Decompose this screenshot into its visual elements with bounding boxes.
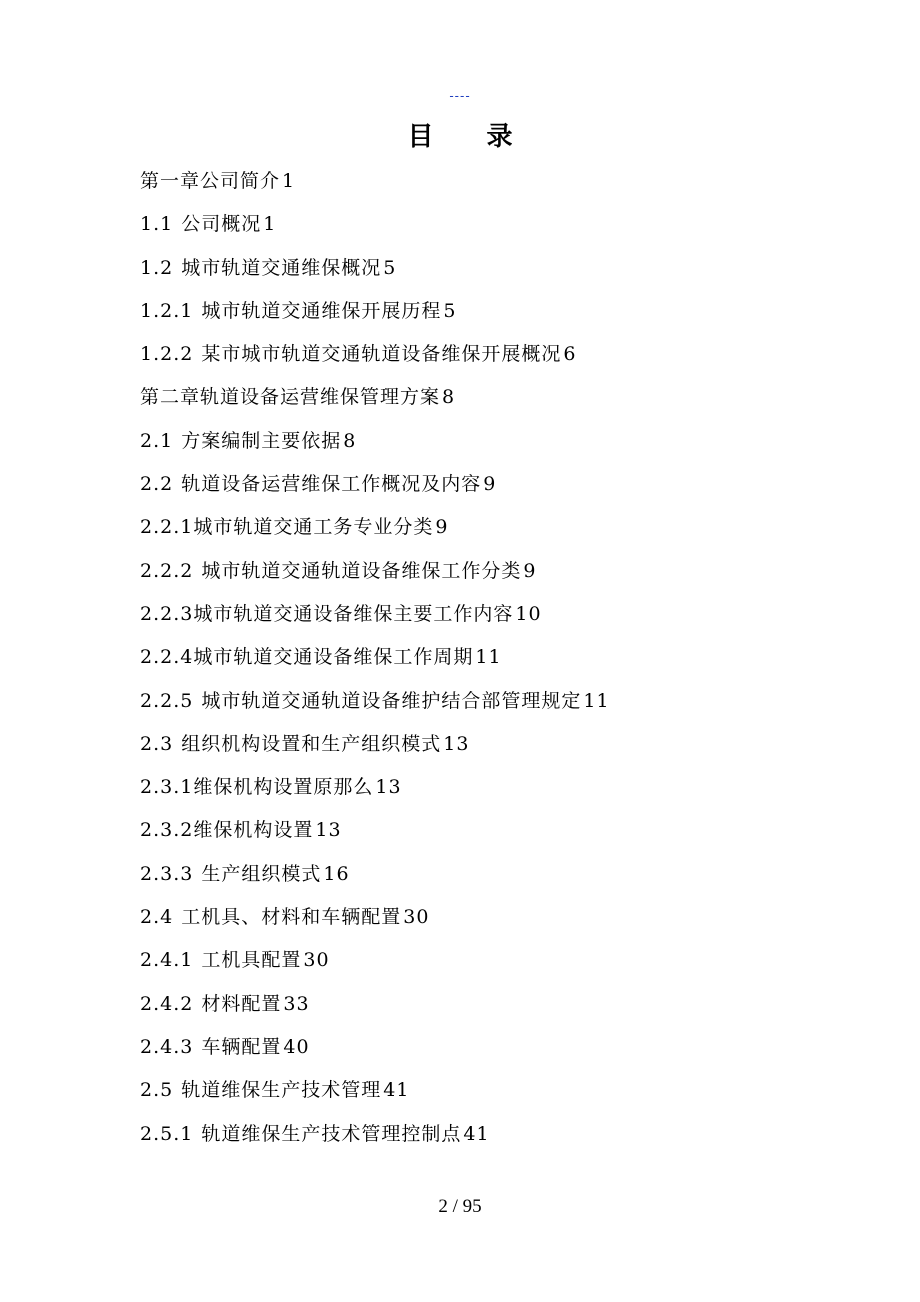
toc-entry-page: 1 bbox=[263, 213, 277, 236]
toc-entry-title: 工机具配置 bbox=[201, 949, 302, 972]
toc-entry[interactable] bbox=[140, 160, 610, 203]
toc-entry-number: 2.5.1 bbox=[140, 1122, 194, 1145]
toc-entry-page: 13 bbox=[315, 819, 342, 842]
toc-entry-number: 2.3.2 bbox=[140, 819, 194, 842]
toc-entry-page: 13 bbox=[443, 732, 470, 755]
toc-entry[interactable] bbox=[140, 247, 610, 290]
toc-entry-page: 8 bbox=[442, 386, 456, 409]
toc-entry-page: 6 bbox=[563, 343, 577, 366]
toc-entry[interactable] bbox=[140, 376, 610, 419]
toc-entry-page: 33 bbox=[283, 992, 310, 1015]
toc-entry-title: 城市轨道交通轨道设备维护结合部管理规定 bbox=[201, 689, 582, 712]
toc-entry-page: 5 bbox=[443, 299, 457, 322]
header-mark: ---- bbox=[449, 88, 471, 103]
toc-entry[interactable] bbox=[140, 203, 610, 246]
toc-entry-title: 组织机构设置和生产组织模式 bbox=[181, 732, 442, 755]
toc-entry-page: 1 bbox=[282, 170, 296, 192]
toc-entry[interactable] bbox=[140, 463, 610, 506]
toc-entry-number: 2.2.2 bbox=[140, 559, 194, 582]
toc-entry-title: 城市轨道交通设备维保主要工作内容 bbox=[193, 602, 514, 625]
toc-entry-page: 30 bbox=[303, 949, 330, 972]
toc-entry[interactable] bbox=[140, 1026, 610, 1069]
toc-entry[interactable] bbox=[140, 983, 610, 1026]
toc-entry-title: 城市轨道交通轨道设备维保工作分类 bbox=[201, 559, 522, 582]
toc-entry-title: 轨道设备运营维保工作概况及内容 bbox=[181, 473, 482, 496]
toc-entry-number: 2.2.1 bbox=[140, 516, 194, 539]
toc-entry[interactable] bbox=[140, 1069, 610, 1112]
toc-entry[interactable] bbox=[140, 593, 610, 636]
toc-entry-number: 2.4.3 bbox=[140, 1035, 194, 1058]
toc-entry-title: 城市轨道交通维保开展历程 bbox=[201, 299, 442, 322]
toc-entry-title: 城市轨道交通维保概况 bbox=[181, 256, 382, 279]
toc-entry-title: 工机具、材料和车辆配置 bbox=[181, 906, 402, 929]
toc-entry-page: 30 bbox=[403, 906, 430, 929]
toc-entry-number: 2.4.1 bbox=[140, 949, 194, 972]
toc-entry[interactable] bbox=[140, 809, 610, 852]
toc-entry-number: 2.2.4 bbox=[140, 646, 194, 669]
toc-entry-title: 公司概况 bbox=[181, 213, 262, 236]
toc-entry[interactable] bbox=[140, 636, 610, 679]
toc-entry-page: 10 bbox=[515, 602, 542, 625]
toc-entry[interactable] bbox=[140, 1113, 610, 1156]
toc-entry-number: 2.3 bbox=[140, 732, 174, 755]
toc-entry-number: 2.4 bbox=[140, 906, 174, 929]
toc-entry-number: 2.3.1 bbox=[140, 776, 194, 799]
toc-entry-number: 2.1 bbox=[140, 429, 174, 452]
toc-entry-title: 城市轨道交通设备维保工作周期 bbox=[193, 646, 474, 669]
toc-entry-page: 11 bbox=[583, 689, 610, 712]
toc-entry-title: 第二章轨道设备运营维保管理方案 bbox=[140, 386, 441, 409]
toc-entry-number: 1.2 bbox=[140, 256, 174, 279]
toc-entry[interactable] bbox=[140, 680, 610, 723]
toc-entry[interactable] bbox=[140, 896, 610, 939]
toc-entry-number: 2.2.5 bbox=[140, 689, 194, 712]
toc-entry-page: 13 bbox=[375, 776, 402, 799]
toc-entry[interactable] bbox=[140, 723, 610, 766]
toc-entry[interactable] bbox=[140, 506, 610, 549]
page-number: 2 / 95 bbox=[438, 1196, 482, 1217]
toc-entry[interactable] bbox=[140, 290, 610, 333]
toc-entry-title: 材料配置 bbox=[201, 992, 282, 1015]
toc-entry[interactable] bbox=[140, 420, 610, 463]
toc-entry-title: 维保机构设置原那么 bbox=[193, 776, 374, 799]
toc-entry-page: 5 bbox=[383, 256, 397, 279]
toc-entry-number: 1.2.2 bbox=[140, 343, 194, 366]
toc-entry[interactable] bbox=[140, 333, 610, 376]
toc-entry-title: 城市轨道交通工务专业分类 bbox=[193, 516, 434, 539]
toc-entry[interactable] bbox=[140, 939, 610, 982]
toc-entry-number: 2.2.3 bbox=[140, 602, 194, 625]
toc-entry-title: 维保机构设置 bbox=[193, 819, 314, 842]
toc-entry[interactable] bbox=[140, 766, 610, 809]
toc-entry-page: 40 bbox=[283, 1035, 310, 1058]
toc-entry[interactable] bbox=[140, 550, 610, 593]
toc-entry-number: 1.1 bbox=[140, 213, 174, 236]
toc-entry-title: 某市城市轨道交通轨道设备维保开展概况 bbox=[201, 343, 562, 366]
page-title: 目 录 bbox=[407, 122, 535, 152]
toc-entry-title: 轨道维保生产技术管理 bbox=[181, 1079, 382, 1102]
toc-entry-page: 9 bbox=[523, 559, 537, 582]
table-of-contents bbox=[140, 160, 610, 1156]
toc-entry-number: 1.2.1 bbox=[140, 299, 194, 322]
toc-entry-number: 2.4.2 bbox=[140, 992, 194, 1015]
toc-entry-title: 生产组织模式 bbox=[201, 862, 322, 885]
toc-entry-page: 11 bbox=[475, 646, 502, 669]
toc-entry-title: 第一章公司简介 bbox=[140, 170, 281, 192]
toc-entry[interactable] bbox=[140, 853, 610, 896]
toc-entry-number: 2.2 bbox=[140, 473, 174, 496]
toc-entry-page: 8 bbox=[343, 429, 357, 452]
toc-entry-page: 16 bbox=[323, 862, 350, 885]
toc-entry-page: 41 bbox=[463, 1122, 490, 1145]
toc-entry-title: 车辆配置 bbox=[201, 1035, 282, 1058]
toc-entry-number: 2.3.3 bbox=[140, 862, 194, 885]
toc-entry-page: 9 bbox=[483, 473, 497, 496]
toc-entry-title: 方案编制主要依据 bbox=[181, 429, 342, 452]
toc-entry-number: 2.5 bbox=[140, 1079, 174, 1102]
toc-entry-page: 41 bbox=[383, 1079, 410, 1102]
toc-entry-page: 9 bbox=[435, 516, 449, 539]
toc-entry-title: 轨道维保生产技术管理控制点 bbox=[201, 1122, 462, 1145]
